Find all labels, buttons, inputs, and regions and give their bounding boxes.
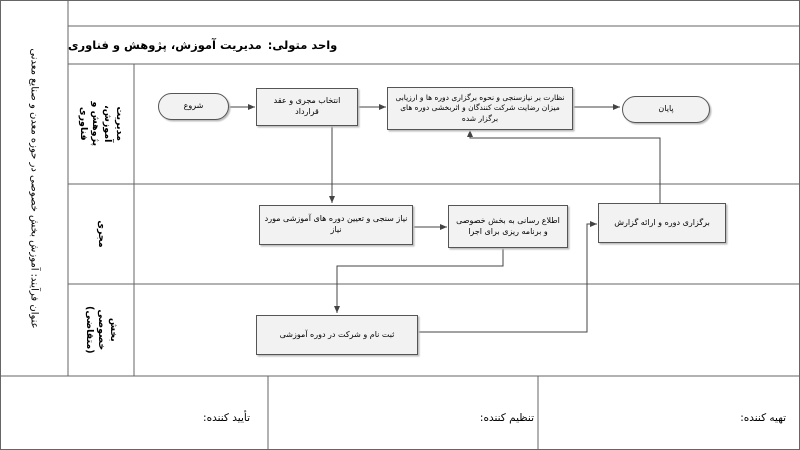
node-supervision (387, 87, 573, 130)
signature-arranged-by (268, 376, 538, 450)
process-title: عنوان فرآیند: آموزش بخش خصوصی در حوزه معدن و صنایع معدنی (28, 47, 40, 329)
node-end (622, 96, 710, 123)
lane-label-private-sector (68, 284, 134, 376)
node-supervision-label: نظارت بر نیازسنجی و نحوه برگزاری دوره ها و ارزیابی میزان رضایت شرکت کنندگان و اثربخشی دوره های برگزار شده (395, 93, 565, 123)
node-inform-private-sector (448, 205, 568, 248)
node-register-label: ثبت نام و شرکت در دوره آموزشی (279, 329, 395, 339)
node-start (158, 93, 229, 120)
node-select-contractor-label: انتخاب مجری و عقد قرارداد (273, 96, 341, 116)
signature-prepared-by-label: تهیه کننده: (740, 412, 786, 424)
node-end-label: پایان (658, 104, 674, 114)
responsible-unit-label: واحد متولی: (267, 38, 338, 52)
lane-label-management (68, 64, 134, 184)
node-hold-courses (598, 203, 726, 243)
signature-approved-by-label: تأیید کننده: (203, 412, 250, 424)
signature-arranged-by-label: تنظیم کننده: (479, 412, 534, 424)
signature-prepared-by (538, 376, 800, 450)
lane-label-contractor-text: مجری (95, 220, 107, 248)
signature-approved-by (0, 376, 268, 450)
responsible-unit-value: مدیریت آموزش، پژوهش و فناوری (68, 38, 262, 52)
lane-label-management-text: مدیریت آموزش، پژوهش و فناوری (78, 101, 125, 147)
arrow-hold-to-supervision (470, 130, 660, 203)
process-title-column (0, 0, 68, 376)
node-needs-assessment-label: نیاز سنجی و تعیین دوره های آموزشی مورد نیاز (264, 214, 408, 234)
lane-label-private-sector-text: بخش خصوصی (متقاضی) (84, 306, 119, 354)
node-needs-assessment (259, 205, 413, 245)
node-select-contractor (256, 88, 358, 126)
arrow-inform-to-register (337, 248, 503, 313)
node-inform-private-sector-label: اطلاع رسانی به بخش خصوصی و برنامه ریزی برای اجرا (456, 215, 560, 236)
node-hold-courses-label: برگزاری دوره و ارائه گزارش (614, 217, 710, 227)
responsible-unit-header (68, 26, 800, 64)
lane-label-contractor (68, 184, 134, 284)
node-start-label: شروع (183, 101, 204, 111)
node-register (256, 315, 418, 355)
